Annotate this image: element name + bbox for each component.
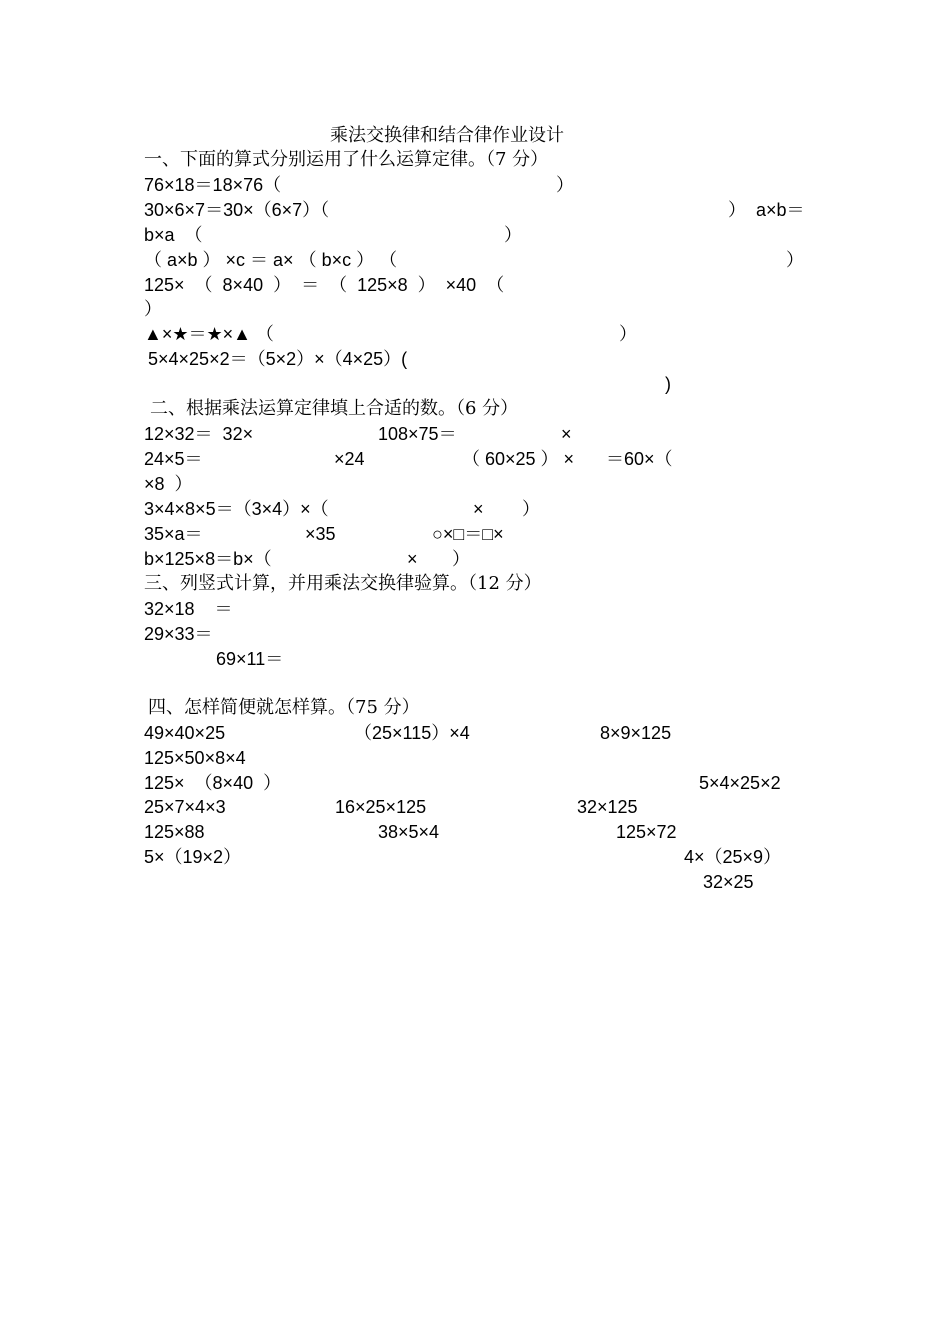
s2-row-1-a: 12×32＝ 32× bbox=[144, 424, 254, 444]
s2-row-2-c: （ 60×25 ） × bbox=[462, 449, 575, 469]
s3-problem-2: 29×33＝ bbox=[144, 624, 213, 644]
s2-row-5-c: ○×□＝□× bbox=[432, 524, 504, 544]
s4-calc-9: 32×125 bbox=[577, 797, 638, 817]
s1-line-1: 76×18＝18×76（ bbox=[144, 175, 282, 195]
s2-row-4-b: × bbox=[473, 499, 484, 519]
s2-row-6-a: b×125×8＝b×（ bbox=[144, 549, 272, 569]
s1-line-3: b×a （ bbox=[144, 225, 203, 245]
s2-row-5-b: ×35 bbox=[305, 524, 336, 544]
s4-calc-7: 25×7×4×3 bbox=[144, 797, 226, 817]
s1-line-8: 5×4×25×2＝（5×2）×（4×25）( bbox=[148, 349, 408, 369]
s4-calc-1: 49×40×25 bbox=[144, 723, 226, 743]
s2-row-6-b: × bbox=[407, 549, 418, 569]
s4-calc-4: 125×50×8×4 bbox=[144, 748, 246, 768]
section-3-heading: 三、列竖式计算，并用乘法交换律验算。（12 分） bbox=[144, 573, 542, 594]
s3-problem-3: 69×11＝ bbox=[216, 649, 284, 669]
s4-calc-2: （25×115）×4 bbox=[354, 723, 470, 743]
s2-row-1-c: × bbox=[561, 424, 572, 444]
s4-calc-11: 38×5×4 bbox=[378, 822, 440, 842]
s4-calc-3: 8×9×125 bbox=[600, 723, 672, 743]
s1-line-5: 125× （ 8×40 ） ＝ （ 125×8 ） ×40 （ bbox=[144, 275, 505, 295]
s1-line-3-close: ） bbox=[504, 225, 522, 245]
section-2-heading: 二、根据乘法运算定律填上合适的数。（6 分） bbox=[150, 398, 519, 419]
s4-calc-14: 4×（25×9） bbox=[684, 847, 782, 867]
s1-line-4-close: ） bbox=[786, 250, 804, 270]
s1-line-9: ) bbox=[665, 374, 671, 394]
s4-calc-5: 125× （8×40 ） bbox=[144, 773, 282, 793]
s1-line-2-close: ） a×b＝ bbox=[728, 200, 805, 220]
s1-line-1-close: ） bbox=[556, 175, 574, 195]
s2-row-4-a: 3×4×8×5＝（3×4）×（ bbox=[144, 499, 329, 519]
s1-line-7-close: ） bbox=[619, 324, 637, 344]
s4-calc-13: 5×（19×2） bbox=[144, 847, 242, 867]
s4-calc-8: 16×25×125 bbox=[335, 797, 427, 817]
s2-row-2-d: ＝60×（ bbox=[606, 449, 673, 469]
s4-calc-6: 5×4×25×2 bbox=[699, 773, 781, 793]
s2-row-2-b: ×24 bbox=[334, 449, 365, 469]
s4-calc-10: 125×88 bbox=[144, 822, 205, 842]
s4-calc-15: 32×25 bbox=[703, 872, 754, 892]
s2-row-6-c: ） bbox=[452, 549, 470, 569]
page-title: 乘法交换律和结合律作业设计 bbox=[330, 125, 564, 146]
s2-row-5-a: 35×a＝ bbox=[144, 524, 203, 544]
s2-row-2-a: 24×5＝ bbox=[144, 449, 203, 469]
s1-line-6: ） bbox=[144, 299, 162, 319]
s4-calc-12: 125×72 bbox=[616, 822, 677, 842]
section-4-heading: 四、怎样简便就怎样算。（75 分） bbox=[148, 697, 420, 718]
s2-row-4-c: ） bbox=[522, 499, 540, 519]
s1-line-2: 30×6×7＝30×（6×7）（ bbox=[144, 200, 330, 220]
s2-row-3: ×8 ） bbox=[144, 474, 193, 494]
s1-line-7: ▲×★＝★×▲ （ bbox=[144, 324, 274, 344]
s3-problem-1: 32×18 ＝ bbox=[144, 599, 233, 619]
s1-line-4: （ a×b ） ×c ＝ a× （ b×c ） （ bbox=[144, 250, 398, 270]
section-1-heading: 一、下面的算式分别运用了什么运算定律。（7 分） bbox=[144, 149, 549, 170]
s2-row-1-b: 108×75＝ bbox=[378, 424, 457, 444]
